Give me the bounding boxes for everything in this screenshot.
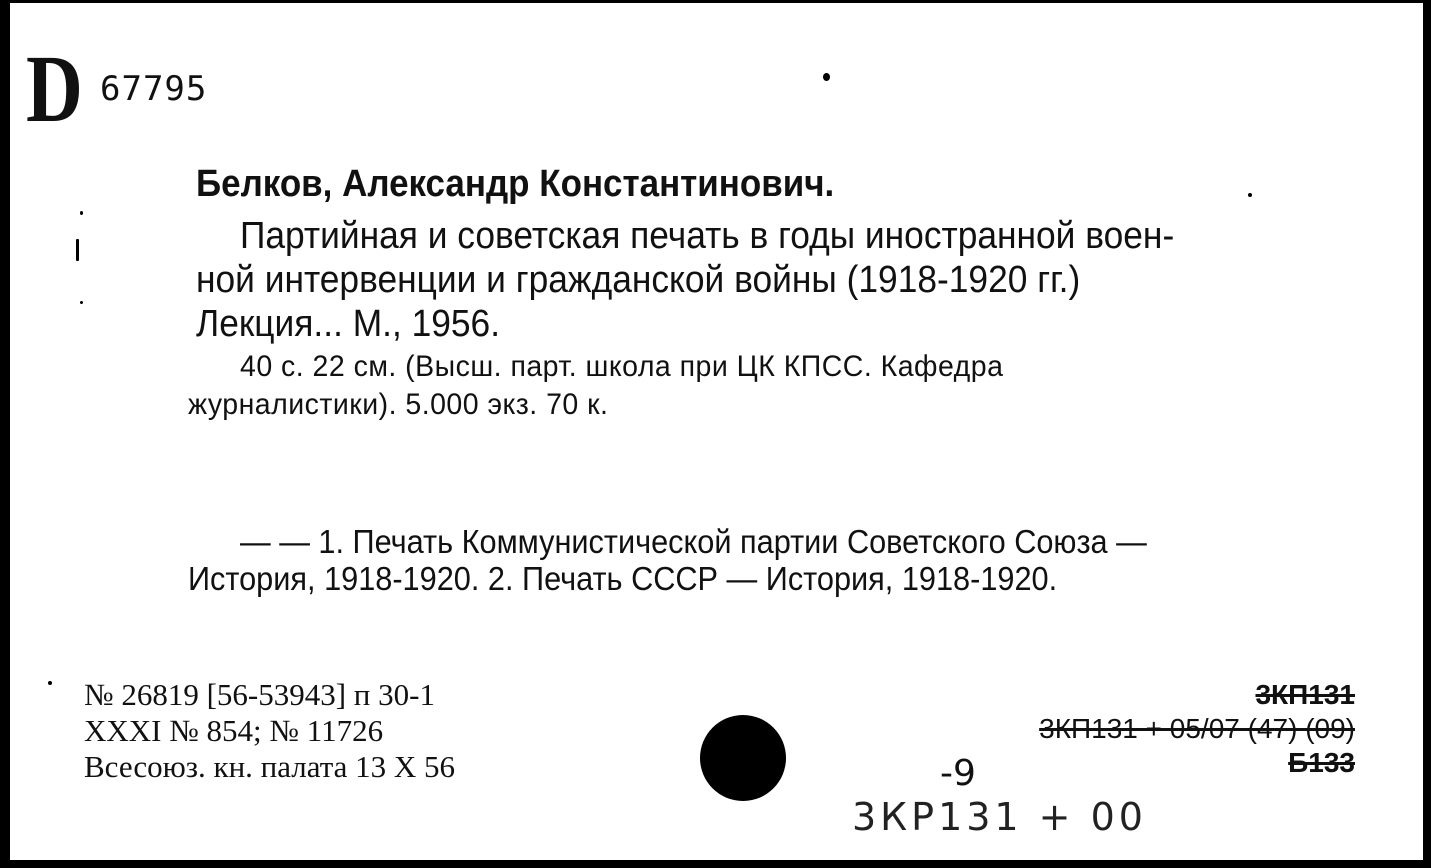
title-line: Лекция... М., 1956.	[196, 303, 501, 345]
handwritten-note: 3КР131 + 00	[852, 795, 1147, 839]
title-line: Партийная и советская печать в годы иностранной воен-	[240, 215, 1175, 257]
collation-line: журналистики). 5.000 экз. 70 к.	[188, 388, 609, 421]
call-number: 67795	[100, 69, 208, 109]
subject-line: — — 1. Печать Коммунистической партии Советского Союза —	[240, 523, 1147, 560]
speck	[48, 681, 52, 685]
classification-code: 3КП131	[1255, 679, 1355, 710]
speck	[80, 301, 83, 304]
speck	[823, 73, 830, 81]
handwritten-note: -9	[940, 753, 976, 794]
subject-line: История, 1918-1920. 2. Печать СССР — История, 1918-1920.	[188, 560, 1058, 597]
bib-record-line: № 26819 [56-53943] п 30-1	[84, 677, 435, 712]
bib-record-line: Всесоюз. кн. палата 13 Х 56	[84, 749, 456, 784]
bib-record-line: XXXI № 854; № 11726	[84, 713, 384, 748]
punch-hole-dot	[700, 715, 786, 801]
collation-line: 40 с. 22 см. (Высш. парт. школа при ЦК КПСС. Кафедра	[240, 350, 1004, 383]
title-line: ной интервенции и гражданской войны (1918-1920 гг.)	[196, 259, 1081, 301]
classification-code: 3КП131 + 05/07 (47) (09)	[1039, 713, 1355, 744]
classification-code: Б133	[1288, 747, 1355, 778]
speck	[80, 211, 83, 215]
speck	[76, 239, 79, 261]
author-heading: Белков, Александр Константинович.	[196, 163, 835, 205]
speck	[1248, 193, 1252, 197]
card-letter: D	[26, 35, 82, 142]
